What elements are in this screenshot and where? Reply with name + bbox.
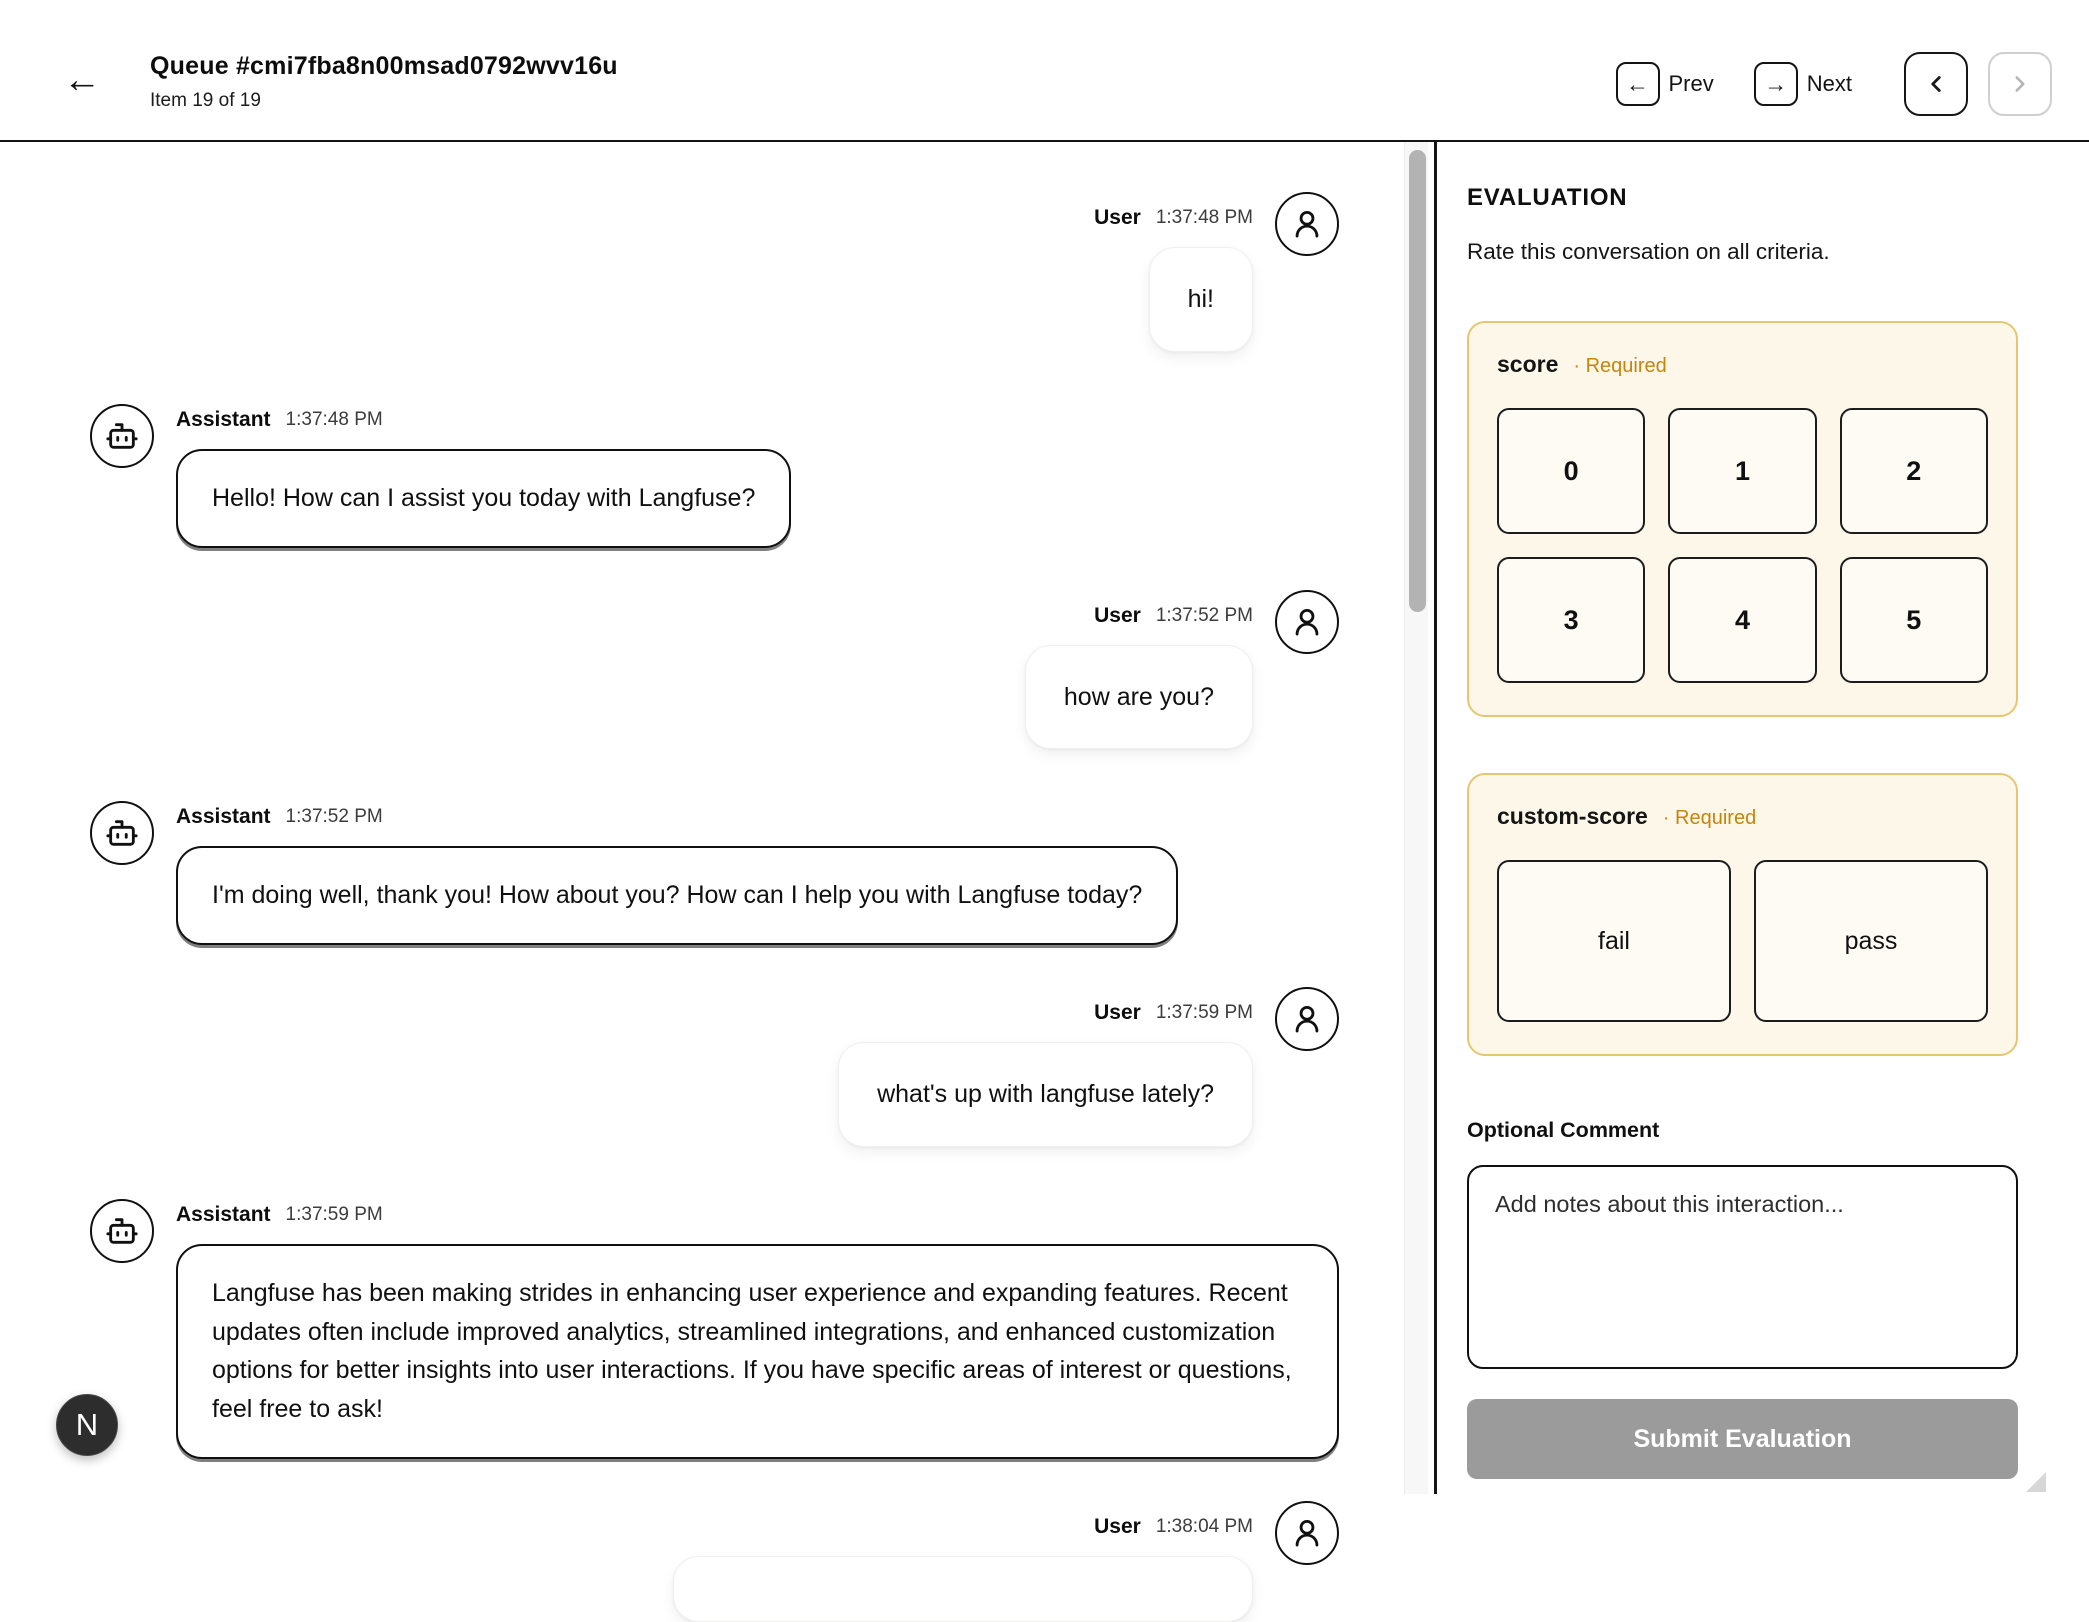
- user-avatar-icon: [1290, 207, 1324, 241]
- avatar: [1275, 192, 1339, 256]
- option-2-button[interactable]: 2: [1840, 408, 1988, 534]
- message-timestamp: 1:37:52 PM: [285, 806, 383, 828]
- avatar: [1275, 590, 1339, 654]
- option-fail-button[interactable]: fail: [1497, 860, 1731, 1022]
- message-header: [1094, 604, 1253, 628]
- main-content: [0, 142, 2089, 1538]
- criterion-header: [1497, 803, 1988, 830]
- option-1-button[interactable]: 1: [1668, 408, 1816, 534]
- page-next-button[interactable]: [1988, 52, 2052, 116]
- message-bubble: [673, 1556, 1253, 1622]
- message-header: [176, 1203, 1339, 1227]
- chat-message: [90, 1001, 1339, 1147]
- message-role: User: [1094, 206, 1141, 229]
- chat-message: [90, 408, 1339, 548]
- chat-message: [90, 604, 1339, 750]
- criterion-required-badge: · Required: [1662, 807, 1757, 829]
- message-bubble: Langfuse has been making strides in enhancing user experience and expanding features. Recent updates often include improved analytics, streamlined integrations, and enhanced customization options for better insights into user interactions. If you have specific areas of interest or questions, feel free to ask!: [176, 1244, 1339, 1459]
- chat-message: [90, 206, 1339, 352]
- queue-title-block: [150, 52, 618, 112]
- message-role: User: [1094, 1514, 1141, 1538]
- criterion-name: score: [1497, 351, 1559, 377]
- comment-label: Optional Comment: [1467, 1118, 1660, 1142]
- message-role: Assistant: [176, 805, 271, 829]
- message-role: User: [1094, 1001, 1141, 1024]
- message-bubble: I'm doing well, thank you! How about you? How can I help you with Langfuse today?: [176, 846, 1178, 945]
- chat-message: [90, 805, 1339, 945]
- criterion-options: [1497, 408, 1988, 683]
- user-avatar-icon: [1290, 1516, 1324, 1550]
- header-controls: [1616, 52, 2053, 116]
- back-button[interactable]: [58, 56, 106, 104]
- avatar: [1275, 1501, 1339, 1565]
- app-header: [0, 0, 2089, 142]
- criterion-options: [1497, 860, 1988, 1022]
- message-list: [0, 142, 1434, 1622]
- option-5-button[interactable]: 5: [1840, 557, 1988, 683]
- chat-scrollbar-track: [1404, 142, 1428, 1494]
- message-timestamp: 1:37:52 PM: [1155, 604, 1253, 626]
- message-header: [176, 805, 1339, 829]
- bot-avatar-icon: [105, 1214, 139, 1248]
- resize-grip-icon[interactable]: [2026, 1472, 2046, 1492]
- next-button[interactable]: [1754, 62, 1852, 106]
- message-timestamp: 1:37:48 PM: [285, 408, 383, 430]
- avatar: [90, 404, 154, 468]
- message-role: Assistant: [176, 1202, 271, 1226]
- message-role: User: [1094, 603, 1141, 627]
- option-pass-button[interactable]: pass: [1754, 860, 1988, 1022]
- option-0-button[interactable]: 0: [1497, 408, 1645, 534]
- avatar: [90, 801, 154, 865]
- chat-transcript-pane: [0, 142, 1437, 1538]
- option-3-button[interactable]: 3: [1497, 557, 1645, 683]
- criterion-card: [1467, 773, 2018, 1056]
- message-timestamp: 1:37:59 PM: [285, 1203, 383, 1225]
- message-timestamp: 1:37:48 PM: [1155, 207, 1253, 228]
- message-timestamp: 1:37:59 PM: [1155, 1002, 1253, 1023]
- criterion-name: custom-score: [1497, 803, 1648, 829]
- evaluation-panel: [1437, 142, 2089, 1494]
- message-bubble: what's up with langfuse lately?: [838, 1042, 1253, 1147]
- chevron-right-icon: [2007, 71, 2033, 97]
- criteria-list: [1467, 321, 2018, 1056]
- chat-scrollbar-thumb[interactable]: [1409, 150, 1426, 612]
- message-timestamp: 1:38:04 PM: [1155, 1515, 1253, 1537]
- chevron-left-icon: [1923, 71, 1949, 97]
- queue-item-counter: Item 19 of 19: [150, 90, 261, 111]
- evaluation-heading: EVALUATION: [1467, 184, 1628, 211]
- message-role: Assistant: [176, 407, 271, 431]
- message-header: [176, 408, 1339, 432]
- submit-evaluation-button[interactable]: Submit Evaluation: [1467, 1399, 2018, 1479]
- criterion-required-badge: · Required: [1573, 355, 1667, 377]
- message-bubble: how are you?: [1025, 645, 1253, 750]
- prev-label: Prev: [1668, 71, 1714, 96]
- option-4-button[interactable]: 4: [1668, 557, 1816, 683]
- chat-message: [90, 1515, 1339, 1622]
- user-avatar-icon: [1290, 605, 1324, 639]
- right-arrow-key-icon: →: [1754, 62, 1798, 106]
- message-header: [1094, 1001, 1253, 1025]
- left-arrow-key-icon: ←: [1616, 62, 1660, 106]
- avatar: [90, 1199, 154, 1263]
- bot-avatar-icon: [105, 816, 139, 850]
- criterion-header: [1497, 351, 1988, 378]
- message-bubble: hi!: [1149, 247, 1253, 352]
- back-arrow-icon: ←: [63, 59, 101, 101]
- prev-button[interactable]: [1616, 62, 1714, 106]
- avatar: [1275, 987, 1339, 1051]
- criterion-card: [1467, 321, 2018, 717]
- page-title: Queue #cmi7fba8n00msad0792wvv16u: [150, 52, 618, 80]
- chat-message: [90, 1203, 1339, 1459]
- pager-group: [1904, 52, 2052, 116]
- message-header: [1094, 206, 1253, 230]
- bot-avatar-icon: [105, 419, 139, 453]
- comment-input[interactable]: [1467, 1165, 2018, 1369]
- message-header: [1094, 1515, 1253, 1539]
- page-prev-button[interactable]: [1904, 52, 1968, 116]
- evaluation-subtitle: Rate this conversation on all criteria.: [1467, 239, 1830, 264]
- nextjs-dev-badge[interactable]: N: [56, 1394, 118, 1456]
- next-label: Next: [1806, 71, 1852, 96]
- user-avatar-icon: [1290, 1002, 1324, 1036]
- message-bubble: Hello! How can I assist you today with Langfuse?: [176, 449, 791, 548]
